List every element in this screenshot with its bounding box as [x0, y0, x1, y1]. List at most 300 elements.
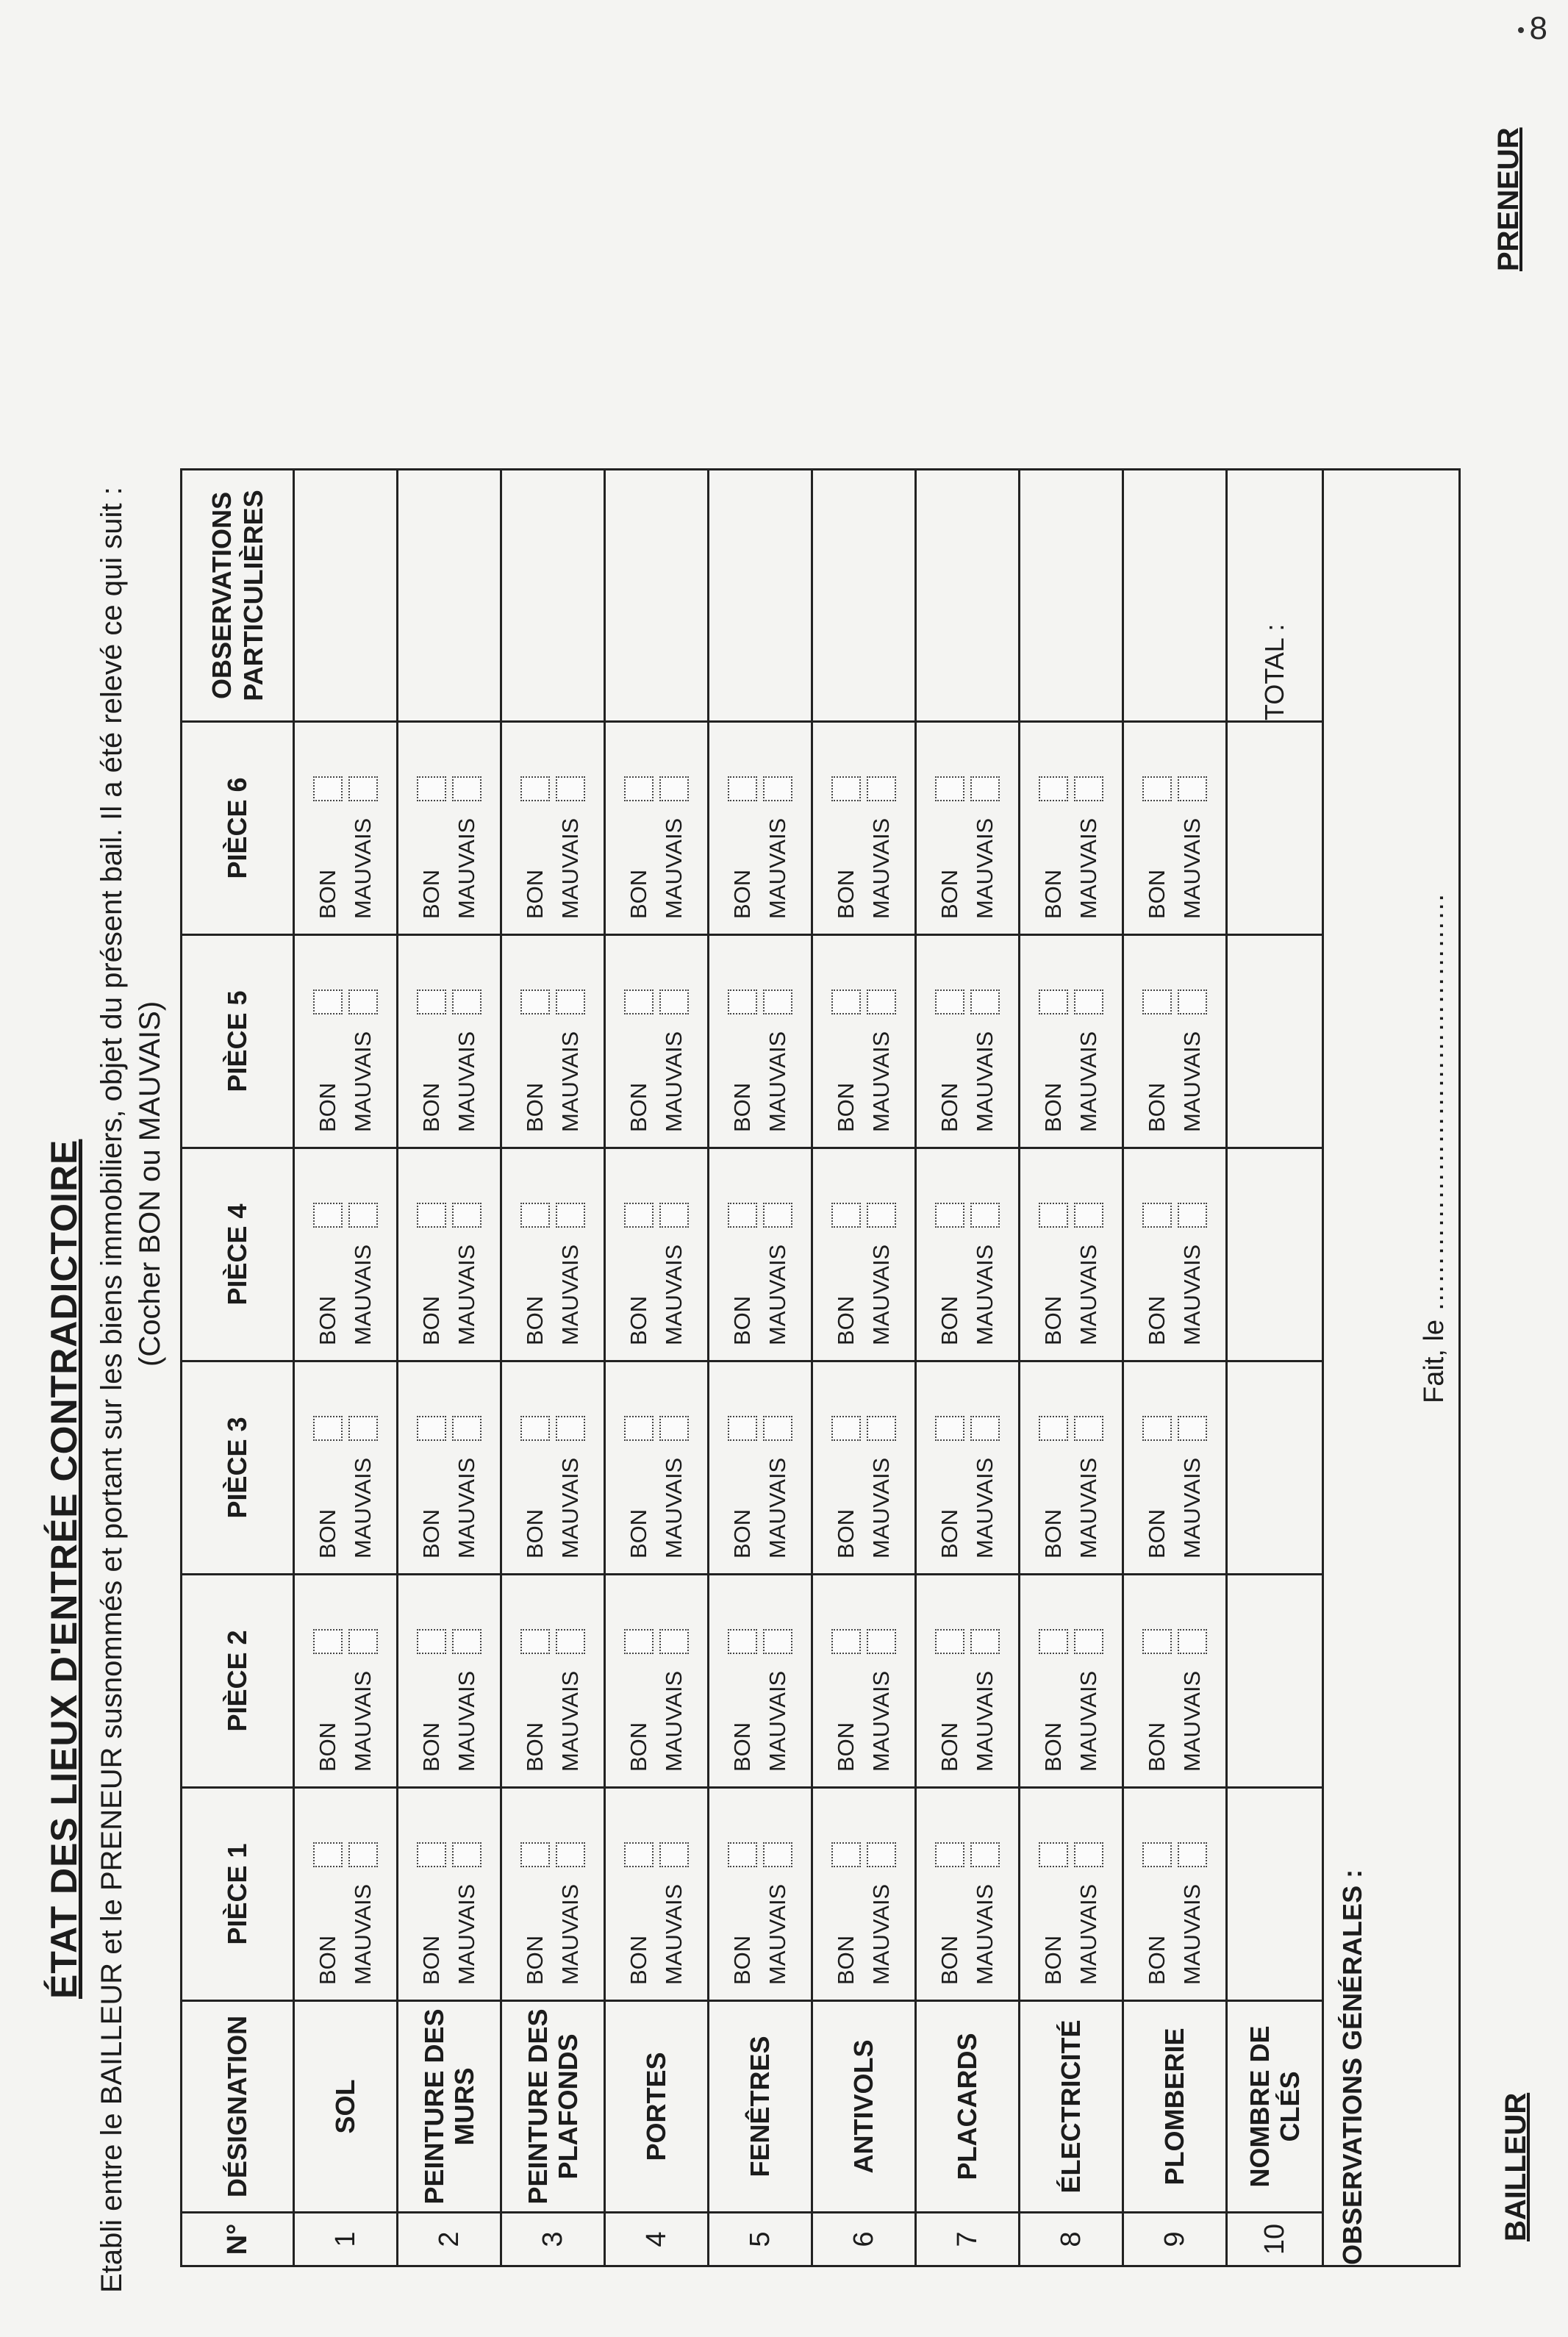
- option-mauvais-label: MAUVAIS: [454, 1457, 479, 1558]
- condition-cell-piece-1: [1123, 1788, 1227, 2001]
- bon-checkbox[interactable]: [935, 1842, 964, 1867]
- bon-checkbox[interactable]: [313, 1203, 343, 1228]
- bon-checkbox[interactable]: [313, 989, 343, 1014]
- mauvais-checkbox[interactable]: [452, 1416, 482, 1441]
- option-mauvais-label: MAUVAIS: [972, 1670, 998, 1772]
- header-num: N°: [182, 2213, 294, 2266]
- bon-checkbox[interactable]: [520, 989, 550, 1014]
- condition-cell-piece-4: [605, 1148, 709, 1361]
- mauvais-checkbox[interactable]: [556, 1203, 585, 1228]
- condition-cell-piece-3: [1123, 1361, 1227, 1575]
- row-label: ANTIVOLS: [812, 2001, 916, 2213]
- mauvais-checkbox[interactable]: [1178, 989, 1207, 1014]
- mauvais-checkbox[interactable]: [763, 1416, 792, 1441]
- option-mauvais-label: MAUVAIS: [661, 1244, 687, 1345]
- condition-cell-piece-3: [294, 1361, 398, 1575]
- bon-checkbox[interactable]: [1039, 776, 1068, 801]
- option-mauvais-label: MAUVAIS: [1075, 1457, 1101, 1558]
- mauvais-checkbox[interactable]: [970, 1203, 1000, 1228]
- option-mauvais-label: MAUVAIS: [1179, 1457, 1205, 1558]
- option-bon-label: BON: [1144, 1509, 1170, 1558]
- row-number: 3: [501, 2213, 605, 2266]
- row-number: 10: [1227, 2213, 1323, 2266]
- option-mauvais-label: MAUVAIS: [765, 1244, 790, 1345]
- bon-checkbox[interactable]: [728, 1203, 757, 1228]
- bon-checkbox[interactable]: [1142, 1416, 1172, 1441]
- bon-checkbox[interactable]: [417, 989, 446, 1014]
- mauvais-checkbox[interactable]: [452, 776, 482, 801]
- bon-checkbox[interactable]: [831, 1203, 861, 1228]
- condition-cell-piece-5: [916, 935, 1020, 1148]
- option-bon-label: BON: [729, 1295, 755, 1345]
- mauvais-checkbox[interactable]: [1074, 1203, 1103, 1228]
- row-number: 4: [605, 2213, 709, 2266]
- mauvais-checkbox[interactable]: [659, 989, 689, 1014]
- observation-field[interactable]: [709, 470, 812, 722]
- mauvais-checkbox[interactable]: [1074, 1842, 1103, 1867]
- mauvais-checkbox[interactable]: [763, 1203, 792, 1228]
- option-bon-label: BON: [315, 1722, 340, 1772]
- mauvais-checkbox[interactable]: [867, 1203, 896, 1228]
- row-number: 1: [294, 2213, 398, 2266]
- row-label: PEINTURE DES MURS: [398, 2001, 501, 2213]
- option-bon-label: BON: [626, 1722, 651, 1772]
- header-piece-1: PIÈCE 1: [182, 1788, 294, 2001]
- condition-cell-piece-1: [916, 1788, 1020, 2001]
- condition-cell-piece-2: [1123, 1575, 1227, 1788]
- option-mauvais-label: MAUVAIS: [557, 1031, 583, 1132]
- option-bon-label: BON: [729, 1509, 755, 1558]
- bon-checkbox[interactable]: [1142, 776, 1172, 801]
- row-label: PLACARDS: [916, 2001, 1020, 2213]
- option-bon-label: BON: [418, 1935, 444, 1985]
- form-title: ÉTAT DES LIEUX D'ENTRÉE CONTRADICTOIRE: [43, 1139, 85, 1999]
- option-bon-label: BON: [522, 1935, 548, 1985]
- mauvais-checkbox[interactable]: [867, 1629, 896, 1654]
- row-number: 8: [1020, 2213, 1123, 2266]
- bon-checkbox[interactable]: [935, 989, 964, 1014]
- mauvais-checkbox[interactable]: [1178, 1203, 1207, 1228]
- mauvais-checkbox[interactable]: [659, 776, 689, 801]
- bon-checkbox[interactable]: [728, 989, 757, 1014]
- option-mauvais-label: MAUVAIS: [1075, 817, 1101, 919]
- option-mauvais-label: MAUVAIS: [765, 1883, 790, 1985]
- bon-checkbox[interactable]: [1142, 1842, 1172, 1867]
- mauvais-checkbox[interactable]: [970, 989, 1000, 1014]
- row-label-keys: NOMBRE DE CLÉS: [1227, 2001, 1323, 2213]
- option-mauvais-label: MAUVAIS: [765, 817, 790, 919]
- mauvais-checkbox[interactable]: [970, 776, 1000, 801]
- option-mauvais-label: MAUVAIS: [350, 1244, 376, 1345]
- bon-checkbox[interactable]: [417, 1842, 446, 1867]
- option-bon-label: BON: [522, 1082, 548, 1132]
- condition-cell-piece-4: [1123, 1148, 1227, 1361]
- table-row-keys: [1227, 470, 1323, 2266]
- observation-field[interactable]: [605, 470, 709, 722]
- observation-field[interactable]: [1020, 470, 1123, 722]
- bon-checkbox[interactable]: [831, 776, 861, 801]
- option-mauvais-label: MAUVAIS: [765, 1457, 790, 1558]
- option-bon-label: BON: [937, 869, 962, 919]
- bon-checkbox[interactable]: [728, 1416, 757, 1441]
- condition-cell-piece-2: [294, 1575, 398, 1788]
- bon-checkbox[interactable]: [1142, 989, 1172, 1014]
- option-mauvais-label: MAUVAIS: [1075, 1244, 1101, 1345]
- mauvais-checkbox[interactable]: [970, 1416, 1000, 1441]
- option-bon-label: BON: [937, 1722, 962, 1772]
- mauvais-checkbox[interactable]: [348, 1416, 378, 1441]
- bon-checkbox[interactable]: [935, 1629, 964, 1654]
- mauvais-checkbox[interactable]: [867, 989, 896, 1014]
- mauvais-checkbox[interactable]: [763, 989, 792, 1014]
- option-mauvais-label: MAUVAIS: [1075, 1670, 1101, 1772]
- table-row: [398, 470, 501, 2266]
- keys-piece-5[interactable]: [1227, 935, 1323, 1148]
- option-mauvais-label: MAUVAIS: [661, 1670, 687, 1772]
- option-mauvais-label: MAUVAIS: [454, 817, 479, 919]
- table-row: [501, 470, 605, 2266]
- mauvais-checkbox[interactable]: [452, 989, 482, 1014]
- mauvais-checkbox[interactable]: [348, 1842, 378, 1867]
- bon-checkbox[interactable]: [520, 776, 550, 801]
- option-mauvais-label: MAUVAIS: [350, 1670, 376, 1772]
- option-bon-label: BON: [626, 869, 651, 919]
- mauvais-checkbox[interactable]: [867, 1842, 896, 1867]
- table-body: [294, 470, 1227, 2266]
- bon-checkbox[interactable]: [624, 776, 654, 801]
- bon-checkbox[interactable]: [1142, 1203, 1172, 1228]
- bon-checkbox[interactable]: [624, 1842, 654, 1867]
- table-header-row: [182, 470, 294, 2266]
- mauvais-checkbox[interactable]: [867, 1416, 896, 1441]
- condition-cell-piece-4: [812, 1148, 916, 1361]
- condition-cell-piece-4: [294, 1148, 398, 1361]
- keys-piece-1[interactable]: [1227, 1788, 1323, 2001]
- mauvais-checkbox[interactable]: [659, 1203, 689, 1228]
- bon-checkbox[interactable]: [935, 1416, 964, 1441]
- option-bon-label: BON: [833, 1295, 859, 1345]
- option-mauvais-label: MAUVAIS: [350, 1457, 376, 1558]
- option-bon-label: BON: [729, 1082, 755, 1132]
- bon-checkbox[interactable]: [624, 1203, 654, 1228]
- bon-checkbox[interactable]: [728, 776, 757, 801]
- bon-checkbox[interactable]: [831, 1842, 861, 1867]
- mauvais-checkbox[interactable]: [970, 1842, 1000, 1867]
- mauvais-checkbox[interactable]: [659, 1629, 689, 1654]
- row-label: ÉLECTRICITÉ: [1020, 2001, 1123, 2213]
- option-mauvais-label: MAUVAIS: [1179, 1883, 1205, 1985]
- option-mauvais-label: MAUVAIS: [868, 1244, 894, 1345]
- mauvais-checkbox[interactable]: [763, 776, 792, 801]
- bon-checkbox[interactable]: [520, 1203, 550, 1228]
- option-bon-label: BON: [626, 1935, 651, 1985]
- condition-cell-piece-6: [916, 722, 1020, 935]
- mauvais-checkbox[interactable]: [556, 1629, 585, 1654]
- option-bon-label: BON: [937, 1082, 962, 1132]
- condition-cell-piece-4: [1020, 1148, 1123, 1361]
- mauvais-checkbox[interactable]: [556, 989, 585, 1014]
- bon-checkbox[interactable]: [831, 989, 861, 1014]
- option-bon-label: BON: [1040, 1509, 1066, 1558]
- condition-cell-piece-3: [812, 1361, 916, 1575]
- condition-cell-piece-6: [501, 722, 605, 935]
- condition-cell-piece-6: [605, 722, 709, 935]
- bon-checkbox[interactable]: [417, 1629, 446, 1654]
- condition-cell-piece-2: [916, 1575, 1020, 1788]
- option-bon-label: BON: [1040, 1722, 1066, 1772]
- bon-checkbox[interactable]: [935, 1203, 964, 1228]
- bon-checkbox[interactable]: [624, 1629, 654, 1654]
- option-mauvais-label: MAUVAIS: [1179, 1670, 1205, 1772]
- mauvais-checkbox[interactable]: [970, 1629, 1000, 1654]
- option-bon-label: BON: [729, 1722, 755, 1772]
- option-bon-label: BON: [522, 1295, 548, 1345]
- bon-checkbox[interactable]: [313, 1629, 343, 1654]
- option-mauvais-label: MAUVAIS: [868, 1883, 894, 1985]
- row-number: 9: [1123, 2213, 1227, 2266]
- signature-bailleur: BAILLEUR: [1500, 2092, 1532, 2241]
- condition-cell-piece-2: [501, 1575, 605, 1788]
- condition-cell-piece-3: [1020, 1361, 1123, 1575]
- bon-checkbox[interactable]: [1142, 1629, 1172, 1654]
- header-piece-4: PIÈCE 4: [182, 1148, 294, 1361]
- keys-piece-6[interactable]: [1227, 722, 1323, 935]
- condition-cell-piece-5: [501, 935, 605, 1148]
- condition-cell-piece-3: [398, 1361, 501, 1575]
- keys-piece-3[interactable]: [1227, 1361, 1323, 1575]
- option-mauvais-label: MAUVAIS: [661, 1457, 687, 1558]
- option-bon-label: BON: [1040, 1295, 1066, 1345]
- mauvais-checkbox[interactable]: [1074, 776, 1103, 801]
- condition-cell-piece-6: [294, 722, 398, 935]
- condition-cell-piece-5: [605, 935, 709, 1148]
- bon-checkbox[interactable]: [313, 1842, 343, 1867]
- condition-cell-piece-1: [812, 1788, 916, 2001]
- condition-cell-piece-6: [812, 722, 916, 935]
- bon-checkbox[interactable]: [728, 1629, 757, 1654]
- mauvais-checkbox[interactable]: [1074, 1629, 1103, 1654]
- option-mauvais-label: MAUVAIS: [350, 1883, 376, 1985]
- mauvais-checkbox[interactable]: [659, 1842, 689, 1867]
- option-bon-label: BON: [937, 1935, 962, 1985]
- observation-field[interactable]: [294, 470, 398, 722]
- bon-checkbox[interactable]: [417, 1416, 446, 1441]
- condition-cell-piece-2: [398, 1575, 501, 1788]
- mauvais-checkbox[interactable]: [452, 1842, 482, 1867]
- option-mauvais-label: MAUVAIS: [972, 1244, 998, 1345]
- condition-cell-piece-3: [605, 1361, 709, 1575]
- condition-cell-piece-3: [501, 1361, 605, 1575]
- mauvais-checkbox[interactable]: [348, 1203, 378, 1228]
- bon-checkbox[interactable]: [417, 1203, 446, 1228]
- observation-field[interactable]: [812, 470, 916, 722]
- option-mauvais-label: MAUVAIS: [557, 1244, 583, 1345]
- option-bon-label: BON: [418, 1082, 444, 1132]
- condition-cell-piece-4: [709, 1148, 812, 1361]
- mauvais-checkbox[interactable]: [348, 989, 378, 1014]
- mauvais-checkbox[interactable]: [1178, 1416, 1207, 1441]
- bon-checkbox[interactable]: [1039, 1416, 1068, 1441]
- option-mauvais-label: MAUVAIS: [557, 1883, 583, 1985]
- option-bon-label: BON: [418, 1295, 444, 1345]
- option-mauvais-label: MAUVAIS: [557, 1457, 583, 1558]
- bon-checkbox[interactable]: [624, 989, 654, 1014]
- option-mauvais-label: MAUVAIS: [1179, 817, 1205, 919]
- mauvais-checkbox[interactable]: [1178, 776, 1207, 801]
- option-bon-label: BON: [315, 1082, 340, 1132]
- option-bon-label: BON: [522, 1722, 548, 1772]
- mauvais-checkbox[interactable]: [556, 776, 585, 801]
- header-piece-3: PIÈCE 3: [182, 1361, 294, 1575]
- general-observations-label: OBSERVATIONS GÉNÉRALES :: [1337, 1869, 1367, 2265]
- observation-field[interactable]: [501, 470, 605, 722]
- condition-cell-piece-6: [709, 722, 812, 935]
- option-bon-label: BON: [418, 1722, 444, 1772]
- mauvais-checkbox[interactable]: [1178, 1842, 1207, 1867]
- observation-field[interactable]: [916, 470, 1020, 722]
- option-bon-label: BON: [626, 1509, 651, 1558]
- mauvais-checkbox[interactable]: [348, 1629, 378, 1654]
- condition-cell-piece-4: [398, 1148, 501, 1361]
- option-bon-label: BON: [626, 1295, 651, 1345]
- condition-cell-piece-1: [709, 1788, 812, 2001]
- keys-piece-2[interactable]: [1227, 1575, 1323, 1788]
- option-bon-label: BON: [1144, 1295, 1170, 1345]
- condition-cell-piece-2: [709, 1575, 812, 1788]
- row-label: FENÊTRES: [709, 2001, 812, 2213]
- mauvais-checkbox[interactable]: [763, 1629, 792, 1654]
- mauvais-checkbox[interactable]: [1178, 1629, 1207, 1654]
- option-mauvais-label: MAUVAIS: [1179, 1031, 1205, 1132]
- total-field[interactable]: TOTAL :: [1227, 470, 1323, 722]
- row-number: 2: [398, 2213, 501, 2266]
- condition-cell-piece-4: [501, 1148, 605, 1361]
- bon-checkbox[interactable]: [1039, 1203, 1068, 1228]
- condition-cell-piece-5: [812, 935, 916, 1148]
- option-mauvais-label: MAUVAIS: [557, 1670, 583, 1772]
- table-row: [812, 470, 916, 2266]
- row-label: PEINTURE DES PLAFONDS: [501, 2001, 605, 2213]
- option-bon-label: BON: [315, 869, 340, 919]
- mauvais-checkbox[interactable]: [763, 1842, 792, 1867]
- observation-field[interactable]: [398, 470, 501, 722]
- bon-checkbox[interactable]: [520, 1842, 550, 1867]
- option-mauvais-label: MAUVAIS: [454, 1031, 479, 1132]
- mauvais-checkbox[interactable]: [659, 1416, 689, 1441]
- bon-checkbox[interactable]: [831, 1416, 861, 1441]
- mauvais-checkbox[interactable]: [556, 1416, 585, 1441]
- bon-checkbox[interactable]: [1039, 1842, 1068, 1867]
- option-mauvais-label: MAUVAIS: [661, 1883, 687, 1985]
- option-mauvais-label: MAUVAIS: [661, 1031, 687, 1132]
- option-bon-label: BON: [522, 1509, 548, 1558]
- condition-cell-piece-2: [1020, 1575, 1123, 1788]
- condition-cell-piece-1: [1020, 1788, 1123, 2001]
- mauvais-checkbox[interactable]: [1074, 1416, 1103, 1441]
- option-mauvais-label: MAUVAIS: [1179, 1244, 1205, 1345]
- bon-checkbox[interactable]: [624, 1416, 654, 1441]
- condition-cell-piece-5: [1020, 935, 1123, 1148]
- option-bon-label: BON: [937, 1295, 962, 1345]
- row-label: SOL: [294, 2001, 398, 2213]
- option-bon-label: BON: [1144, 1935, 1170, 1985]
- fait-le-field[interactable]: Fait, le ………………………………………: [1419, 892, 1450, 1403]
- condition-cell-piece-5: [709, 935, 812, 1148]
- option-bon-label: BON: [833, 1935, 859, 1985]
- header-piece-2: PIÈCE 2: [182, 1575, 294, 1788]
- option-mauvais-label: MAUVAIS: [868, 817, 894, 919]
- option-mauvais-label: MAUVAIS: [454, 1883, 479, 1985]
- option-bon-label: BON: [833, 1082, 859, 1132]
- condition-cell-piece-2: [605, 1575, 709, 1788]
- table-row: [916, 470, 1020, 2266]
- option-mauvais-label: MAUVAIS: [1075, 1031, 1101, 1132]
- keys-piece-4[interactable]: [1227, 1148, 1323, 1361]
- option-mauvais-label: MAUVAIS: [868, 1031, 894, 1132]
- option-bon-label: BON: [315, 1295, 340, 1345]
- condition-cell-piece-1: [294, 1788, 398, 2001]
- condition-cell-piece-2: [812, 1575, 916, 1788]
- table-row: [605, 470, 709, 2266]
- mauvais-checkbox[interactable]: [556, 1842, 585, 1867]
- bon-checkbox[interactable]: [1039, 989, 1068, 1014]
- row-label: PLOMBERIE: [1123, 2001, 1227, 2213]
- page-number: 8: [1518, 10, 1547, 47]
- option-bon-label: BON: [729, 869, 755, 919]
- mauvais-checkbox[interactable]: [452, 1629, 482, 1654]
- condition-cell-piece-6: [1020, 722, 1123, 935]
- condition-cell-piece-4: [916, 1148, 1020, 1361]
- option-bon-label: BON: [315, 1509, 340, 1558]
- option-mauvais-label: MAUVAIS: [868, 1457, 894, 1558]
- bon-checkbox[interactable]: [313, 776, 343, 801]
- condition-cell-piece-1: [501, 1788, 605, 2001]
- mauvais-checkbox[interactable]: [867, 776, 896, 801]
- mauvais-checkbox[interactable]: [1074, 989, 1103, 1014]
- option-mauvais-label: MAUVAIS: [868, 1670, 894, 1772]
- option-bon-label: BON: [418, 869, 444, 919]
- option-mauvais-label: MAUVAIS: [454, 1244, 479, 1345]
- mauvais-checkbox[interactable]: [452, 1203, 482, 1228]
- header-piece-5: PIÈCE 5: [182, 935, 294, 1148]
- bon-checkbox[interactable]: [313, 1416, 343, 1441]
- header-observations: OBSERVATIONS PARTICULIÈRES: [182, 470, 294, 722]
- bon-checkbox[interactable]: [520, 1416, 550, 1441]
- mauvais-checkbox[interactable]: [348, 776, 378, 801]
- option-bon-label: BON: [729, 1935, 755, 1985]
- observation-field[interactable]: [1123, 470, 1227, 722]
- condition-cell-piece-6: [1123, 722, 1227, 935]
- row-label: PORTES: [605, 2001, 709, 2213]
- table-row: [1123, 470, 1227, 2266]
- bon-checkbox[interactable]: [728, 1842, 757, 1867]
- condition-cell-piece-5: [398, 935, 501, 1148]
- option-mauvais-label: MAUVAIS: [972, 817, 998, 919]
- bon-checkbox[interactable]: [520, 1629, 550, 1654]
- bon-checkbox[interactable]: [831, 1629, 861, 1654]
- condition-cell-piece-1: [398, 1788, 501, 2001]
- bon-checkbox[interactable]: [417, 776, 446, 801]
- option-mauvais-label: MAUVAIS: [350, 1031, 376, 1132]
- table-row: [1020, 470, 1123, 2266]
- option-bon-label: BON: [1144, 1082, 1170, 1132]
- header-designation: DÉSIGNATION: [182, 2001, 294, 2213]
- bon-checkbox[interactable]: [1039, 1629, 1068, 1654]
- condition-cell-piece-3: [709, 1361, 812, 1575]
- bon-checkbox[interactable]: [935, 776, 964, 801]
- condition-cell-piece-5: [1123, 935, 1227, 1148]
- option-mauvais-label: MAUVAIS: [350, 817, 376, 919]
